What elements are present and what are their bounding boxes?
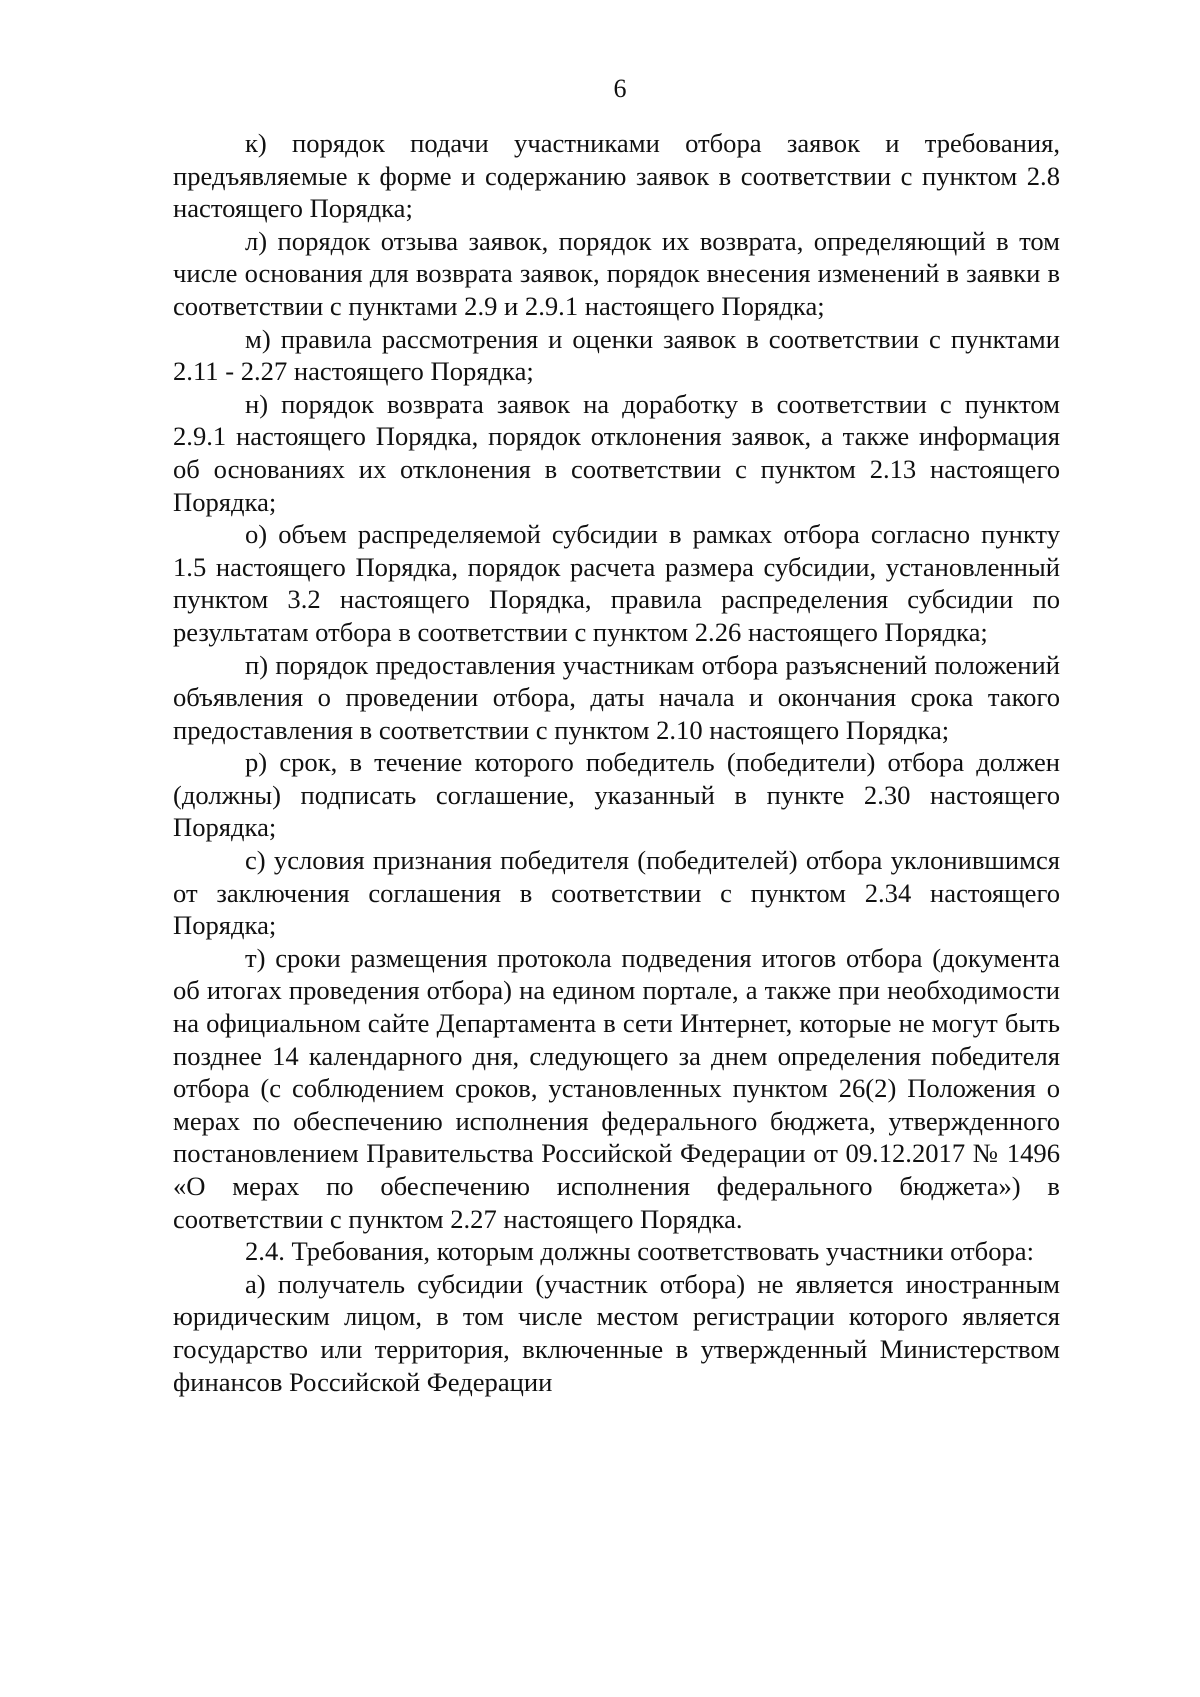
document-body — [173, 127, 1060, 1398]
page-number: 6 — [613, 74, 627, 103]
paragraph-item-m: м) правила рассмотрения и оценки заявок в соответствии с пунктами 2.11 - 2.27 настоящего Порядка; — [173, 323, 1060, 387]
paragraph-item-l: л) порядок отзыва заявок, порядок их возврата, определяющий в том числе основания для возврата заявок, порядок внесения изменений в заявки в соответствии с пунктами 2.9 и 2.9.1 настоящего Порядка; — [173, 225, 1060, 321]
paragraph-item-o: о) объем распределяемой субсидии в рамках отбора согласно пункту 1.5 настоящего Порядка, порядок расчета размера субсидии, установленный пунктом 3.2 настоящего Порядка, правила распределения субсидии по результатам отбора в соответствии с пунктом 2.26 настоящего Порядка; — [173, 519, 1060, 647]
paragraph-item-r: р) срок, в течение которого победитель (победители) отбора должен (должны) подписать соглашение, указанный в пункте 2.30 настоящего Порядка; — [173, 747, 1060, 843]
paragraph-item-k: к) порядок подачи участниками отбора заявок и требования, предъявляемые к форме и содержанию заявок в соответствии с пунктом 2.8 настоящего Порядка; — [173, 128, 1060, 224]
section-2-4-heading: 2.4. Требования, которым должны соответствовать участники отбора: — [245, 1236, 1034, 1267]
paragraph-item-t: т) сроки размещения протокола подведения итогов отбора (документа об итогах проведения отбора) на едином портале, а также при необходимости на официальном сайте Департамента в сети Интернет, которые не могут быть позднее 14 календарного дня, следующего за днем определения победителя отбора (с соблюдением сроков, установленных пунктом 26(2) Положения о мерах по обеспечению исполнения федерального бюджета, утвержденного постановлением Правительства Российской Федерации от 09.12.2017 № 1496 «О мерах по обеспечению исполнения федерального бюджета») в соответствии с пунктом 2.27 настоящего Порядка. — [173, 942, 1060, 1234]
paragraph-item-n: н) порядок возврата заявок на доработку в соответствии с пунктом 2.9.1 настоящего Порядка, порядок отклонения заявок, а также информация об основаниях их отклонения в соответствии с пунктом 2.13 настоящего Порядка; — [173, 388, 1060, 517]
paragraph-item-s: с) условия признания победителя (победителей) отбора уклонившимся от заключения соглашения в соответствии с пунктом 2.34 настоящего Порядка; — [173, 845, 1060, 941]
paragraph-item-a: а) получатель субсидии (участник отбора) не является иностранным юридическим лицом, в том числе местом регистрации которого является государство или территория, включенные в утвержденный Министерством финансов Российской Федерации — [173, 1268, 1060, 1397]
paragraph-item-p: п) порядок предоставления участникам отбора разъяснений положений объявления о проведении отбора, даты начала и окончания срока такого предоставления в соответствии с пунктом 2.10 настоящего Порядка; — [173, 649, 1060, 745]
